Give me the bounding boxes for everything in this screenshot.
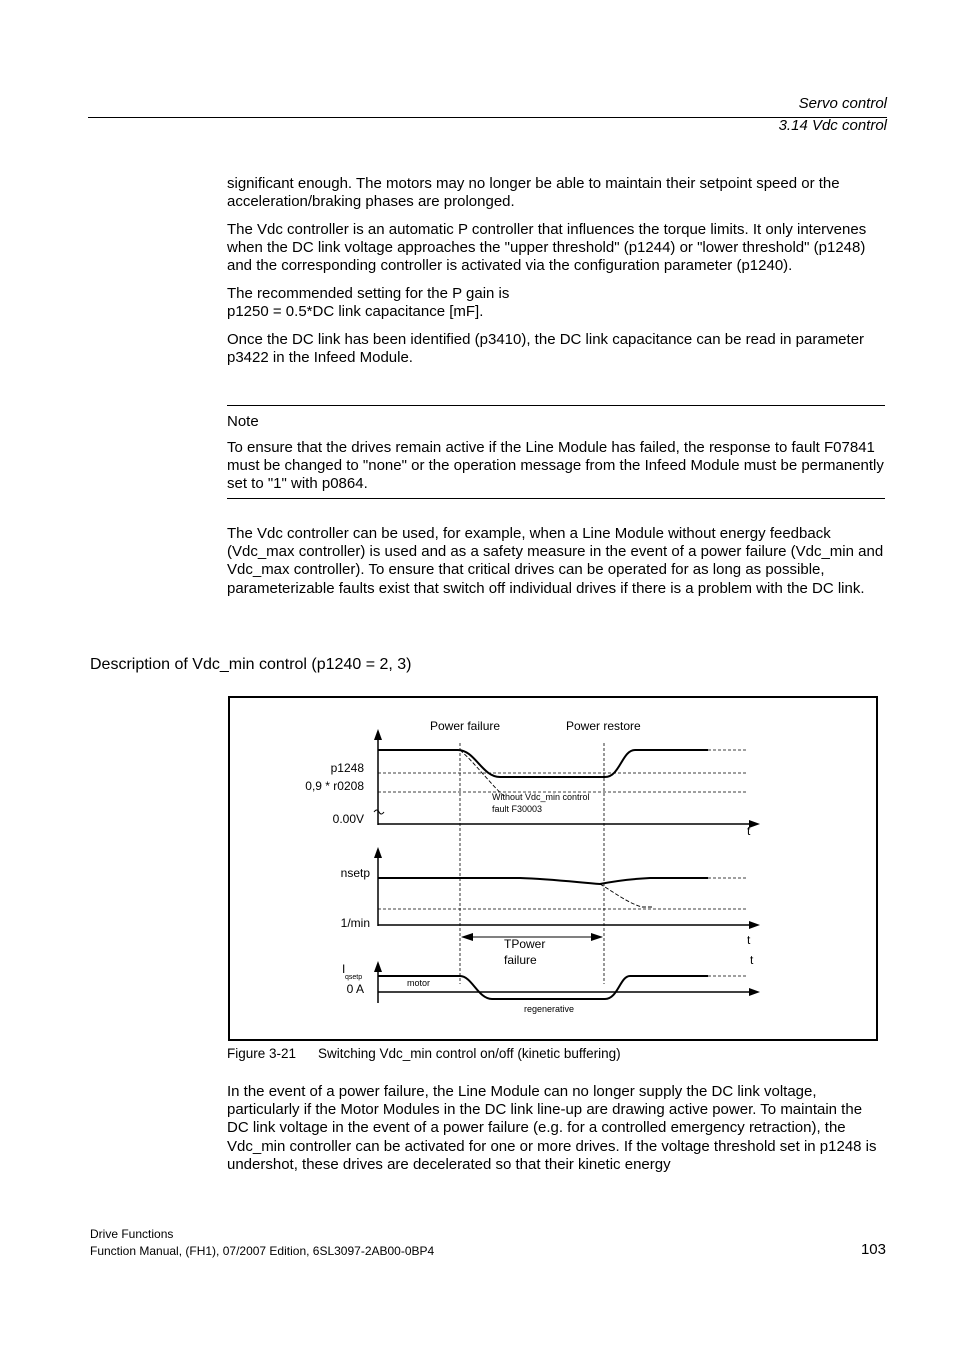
paragraph: significant enough. The motors may no longer be able to maintain their setpoint speed or the acceleration/braking phases are prolonged. [227,175,840,211]
timing-diagram [230,698,876,1039]
label-p1248: p1248 [330,761,364,775]
tpower-arrow-right [591,933,603,941]
label-zero-amp: 0 A [346,982,364,996]
current-y-axis-arrow [374,961,382,972]
label-time-3: t [750,953,754,967]
label-regenerative: regenerative [524,1004,575,1014]
nsetp-curve-without-control [600,884,654,907]
caption-text: Switching Vdc_min control on/off (kinetic buffering) [318,1046,621,1061]
current-x-axis-arrow [749,988,760,996]
label-r0208: 0,9 * r0208 [305,779,364,793]
vdc-curve-without-control [460,750,506,798]
label-failure: failure [504,953,537,967]
paragraph: The recommended setting for the P gain is p1250 = 0.5*DC link capacitance [mF]. [227,285,510,321]
label-time-1: t [747,824,751,838]
voltage-panel [305,719,760,838]
page-number: 103 [860,1241,886,1258]
label-without-control: Without Vdc_min control [492,792,590,802]
voltage-y-axis-arrow [374,729,382,740]
intro-text-block [227,175,887,377]
label-iq: I [342,962,346,976]
speed-x-axis-arrow [749,921,760,929]
paragraph: Once the DC link has been identified (p3410), the DC link capacitance can be read in parameter p3422 in the Infeed Module. [227,330,865,367]
label-tpower: TPower [504,937,546,951]
header-rule [88,117,887,118]
label-nsetp: nsetp [340,866,370,880]
note-title: Note [227,413,259,430]
paragraph: The Vdc controller is an automatic P controller that influences the torque limits. It only intervenes when the DC link voltage approaches the "upper threshold" (p1244) or "lower threshold" (p1248) and the corresponding controller is activated via the configuration parameter (p1240). [227,220,867,275]
label-iq-subscript: qsetp [345,974,363,981]
axis-break-symbol [374,810,384,814]
label-motor: motor [407,978,431,988]
label-zero-volt: 0.00V [332,812,364,826]
current-panel [342,961,760,1014]
tpower-arrow-left [461,933,473,941]
label-power-failure: Power failure [430,719,501,733]
voltage-x-axis-arrow [749,820,760,828]
paragraph: In the event of a power failure, the Line Module can no longer supply the DC link voltage, particularly if the Motor Modules in the DC link line-up are drawing active power. To maintain the DC link voltage in the event of a power failure (e.g. for a controlled emergency retraction), the Vdc_min controller can be activated for one or more drives. If the voltage threshold set in p1248 is undershot, these drives are decelerated so that their kinetic energy [227,1083,877,1173]
running-header-chapter: Servo control [798,95,887,112]
running-header-section: 3.14 Vdc control [778,117,887,134]
note-text: To ensure that the drives remain active if the Line Module has failed, the response to fault F07841 must be changed to "none" or the operation message from the Infeed Module must be permanently set to "1" with p0864. [227,439,884,493]
label-time-2: t [747,933,751,947]
usage-text-block [227,525,887,607]
speed-y-axis-arrow [374,847,382,858]
label-fault: fault F30003 [492,804,543,814]
speed-panel [341,847,760,930]
caption-number: Figure 3-21 [227,1046,297,1061]
label-rpm: 1/min [340,916,370,930]
section-heading: Description of Vdc_min control (p1240 = 2, 3) [90,656,412,673]
footer-title: Drive Functions [90,1227,174,1241]
tpower-failure-span [461,933,754,967]
note-box [227,405,885,499]
nsetp-curve [378,878,708,884]
closing-text-block [227,1083,887,1184]
figure-frame [228,696,878,1041]
figure-caption [227,1046,621,1061]
paragraph: The Vdc controller can be used, for example, when a Line Module without energy feedback (Vdc_max controller) is used and as a safety measure in the event of a power failure (Vdc_min and Vdc_max controller). To ensure that critical drives can be operated for as long as possible, parameterizable faults exist that switch off individual drives if there is a problem with the DC link. [227,525,884,597]
label-power-restore: Power restore [566,719,641,733]
footer-edition: Function Manual, (FH1), 07/2007 Edition, 6SL3097-2AB00-0BP4 [90,1244,435,1258]
